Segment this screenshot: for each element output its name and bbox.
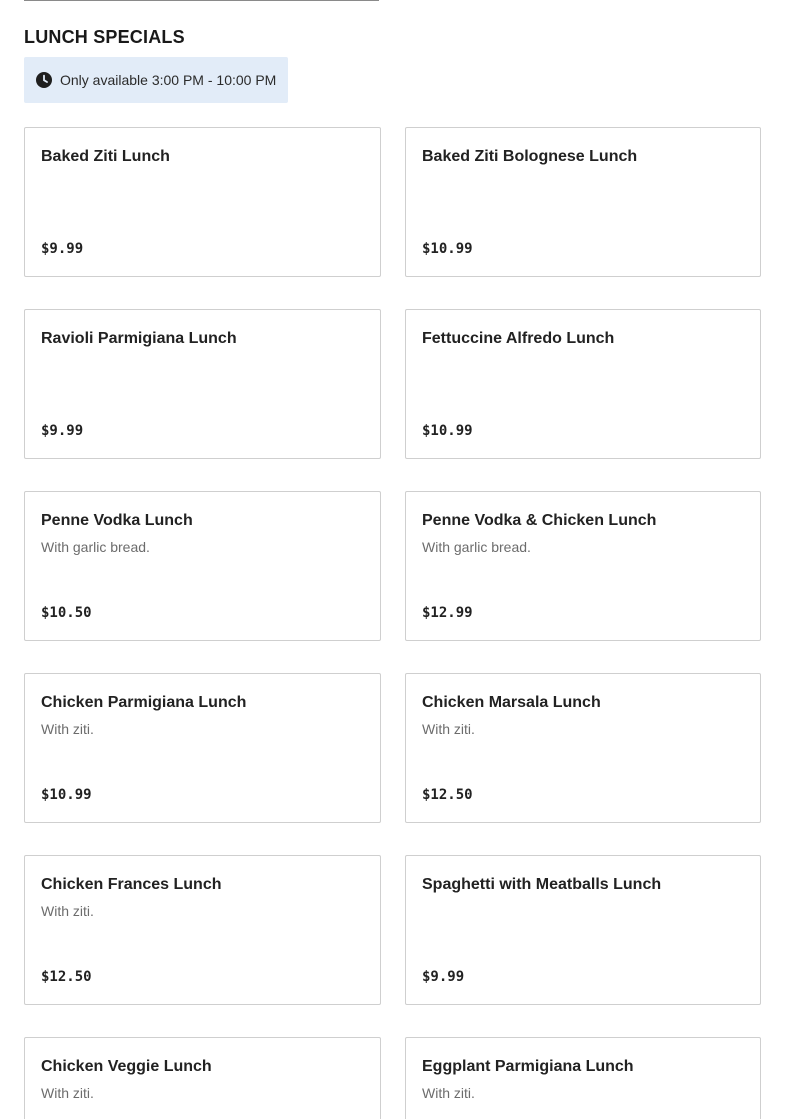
menu-item-description: With garlic bread. — [41, 539, 150, 555]
menu-item-name: Ravioli Parmigiana Lunch — [41, 330, 237, 347]
menu-item-description: With ziti. — [422, 1085, 475, 1101]
menu-item-price: $9.99 — [41, 423, 84, 439]
menu-item-name: Baked Ziti Lunch — [41, 148, 170, 165]
menu-item-price: $12.50 — [422, 787, 473, 803]
menu-item-price: $9.99 — [422, 969, 465, 985]
menu-item-card[interactable] — [24, 673, 381, 823]
availability-text: Only available 3:00 PM - 10:00 PM — [60, 72, 277, 88]
menu-item-price: $10.99 — [41, 787, 92, 803]
availability-banner — [24, 57, 288, 103]
menu-item-card[interactable] — [405, 1037, 761, 1119]
clock-icon — [36, 72, 52, 88]
menu-item-description: With ziti. — [41, 1085, 94, 1101]
menu-item-card[interactable] — [405, 673, 761, 823]
menu-item-card[interactable] — [24, 1037, 381, 1119]
menu-item-card[interactable] — [24, 309, 381, 459]
menu-item-price: $10.99 — [422, 423, 473, 439]
menu-item-card[interactable] — [405, 127, 761, 277]
menu-item-description: With ziti. — [422, 721, 475, 737]
section-title: LUNCH SPECIALS — [24, 27, 185, 47]
menu-item-name: Fettuccine Alfredo Lunch — [422, 330, 615, 347]
top-divider — [24, 0, 379, 1]
menu-item-card[interactable] — [24, 855, 381, 1005]
menu-item-card[interactable] — [405, 309, 761, 459]
menu-item-price: $10.50 — [41, 605, 92, 621]
menu-item-name: Penne Vodka Lunch — [41, 512, 193, 529]
menu-item-name: Baked Ziti Bolognese Lunch — [422, 148, 638, 165]
menu-item-price: $12.99 — [422, 605, 473, 621]
menu-item-name: Chicken Marsala Lunch — [422, 694, 601, 711]
menu-item-price: $9.99 — [41, 241, 84, 257]
menu-item-description: With ziti. — [41, 721, 94, 737]
menu-item-name: Chicken Veggie Lunch — [41, 1058, 212, 1075]
menu-item-description: With garlic bread. — [422, 539, 531, 555]
menu-item-description: With ziti. — [41, 903, 94, 919]
menu-item-card[interactable] — [405, 855, 761, 1005]
menu-item-price: $10.99 — [422, 241, 473, 257]
menu-item-card[interactable] — [405, 491, 761, 641]
menu-item-name: Spaghetti with Meatballs Lunch — [422, 876, 662, 893]
menu-item-card[interactable] — [24, 491, 381, 641]
menu-item-price: $12.50 — [41, 969, 92, 985]
menu-item-card[interactable] — [24, 127, 381, 277]
menu-item-name: Penne Vodka & Chicken Lunch — [422, 512, 657, 529]
menu-item-name: Eggplant Parmigiana Lunch — [422, 1058, 634, 1075]
menu-grid — [24, 127, 761, 1119]
menu-item-name: Chicken Parmigiana Lunch — [41, 694, 247, 711]
menu-item-name: Chicken Frances Lunch — [41, 876, 222, 893]
